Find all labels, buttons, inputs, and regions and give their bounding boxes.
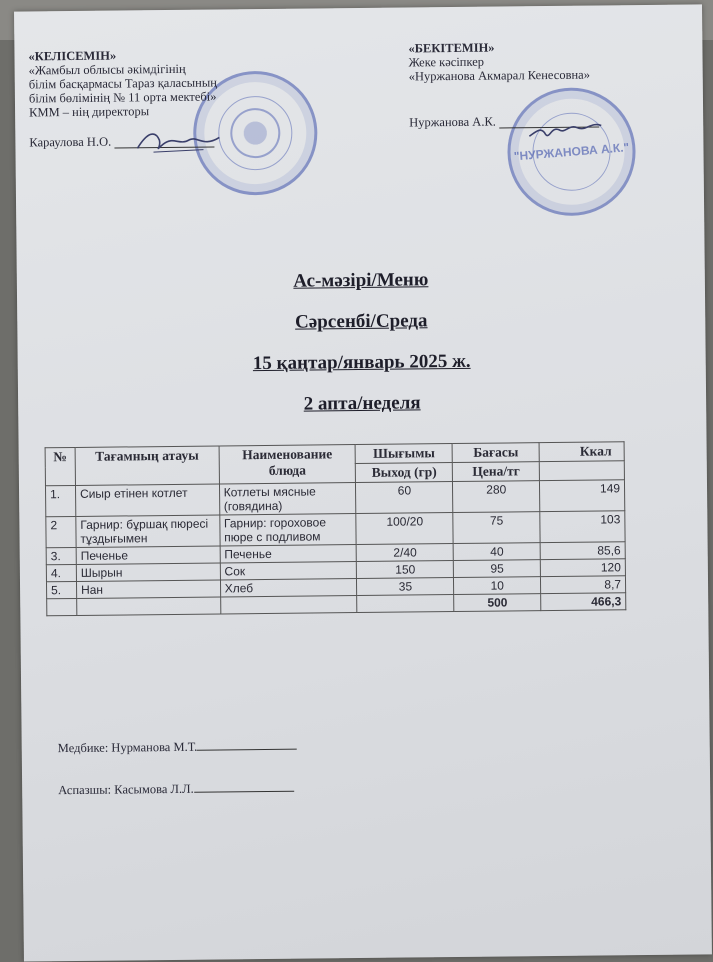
footer-cook bbox=[58, 781, 294, 798]
cell-price: 280 bbox=[453, 481, 540, 513]
header-price-kz: Бағасы bbox=[452, 443, 539, 463]
approval-left-line: КММ – нің директоры bbox=[29, 104, 150, 120]
cell-kcal: 85,6 bbox=[540, 542, 625, 560]
cook-label: Аспазшы: Касымова Л.Л. bbox=[58, 781, 194, 798]
header-empty bbox=[539, 461, 624, 481]
cell-num: 5. bbox=[46, 581, 76, 598]
cell-kcal: 120 bbox=[540, 559, 625, 577]
header-num: № bbox=[45, 447, 75, 485]
cell-num: 2 bbox=[46, 516, 76, 547]
cell-name-ru: Сок bbox=[220, 562, 357, 580]
cell-kcal: 149 bbox=[540, 480, 625, 512]
cell-name-kz: Шырын bbox=[76, 563, 220, 582]
approval-right-signer: Нуржанова А.К. bbox=[409, 114, 496, 130]
cell-yield: 100/20 bbox=[356, 513, 453, 545]
header-name-ru: Наименование блюда bbox=[219, 445, 356, 484]
cell-name-kz: Печенье bbox=[76, 546, 220, 565]
footer-medic bbox=[58, 739, 298, 757]
cell-yield: 60 bbox=[356, 482, 453, 514]
day-title: Сәрсенбі/Среда bbox=[294, 310, 428, 333]
cell-kcal: 8,7 bbox=[541, 576, 626, 594]
cell-name-kz: Нан bbox=[76, 580, 220, 599]
cell-price: 95 bbox=[454, 560, 541, 578]
approval-right-heading: «БЕКІТЕМІН» bbox=[408, 40, 495, 56]
cell-yield: 2/40 bbox=[357, 544, 454, 562]
header-yield-kz: Шығымы bbox=[356, 444, 453, 464]
stamp-text: "НУРЖАНОВА А.К." bbox=[513, 140, 630, 164]
cell-name-ru: Гарнир: гороховое пюре с подливом bbox=[219, 514, 356, 546]
signature-right-icon bbox=[525, 117, 605, 146]
total-kcal: 466,3 bbox=[541, 593, 626, 611]
cell-name-ru: Печенье bbox=[220, 545, 357, 563]
date-title: 15 қаңтар/январь 2025 ж. bbox=[252, 350, 471, 375]
header-price-ru: Цена/тг bbox=[453, 462, 540, 482]
cell-name-kz: Сиыр етінен котлет bbox=[75, 484, 219, 517]
approval-left-heading: «КЕЛІСЕМІН» bbox=[28, 48, 117, 64]
cell-name-ru: Хлеб bbox=[220, 579, 357, 597]
cell-kcal: 103 bbox=[540, 511, 625, 543]
cell-num: 1. bbox=[45, 485, 75, 516]
approval-right-line: Жеке кәсіпкер bbox=[408, 54, 485, 70]
state-emblem-icon bbox=[230, 108, 281, 159]
cell-yield: 150 bbox=[357, 561, 454, 579]
menu-table bbox=[45, 441, 627, 616]
signature-left-icon bbox=[133, 125, 223, 158]
approval-right-line: «Нуржанова Акмарал Кенесовна» bbox=[408, 67, 590, 84]
cell-price: 40 bbox=[453, 543, 540, 561]
cell-num: 4. bbox=[46, 564, 76, 581]
week-title: 2 апта/неделя bbox=[303, 392, 421, 415]
cell-name-kz: Гарнир: бұршақ пюресі тұздығымен bbox=[76, 515, 220, 548]
cell-name-ru: Котлеты мясные (говядина) bbox=[219, 483, 356, 515]
approval-left-signer: Караулова Н.О. bbox=[29, 134, 112, 150]
signature-line bbox=[197, 749, 297, 751]
cell-price: 75 bbox=[453, 512, 540, 544]
cell-num: 3. bbox=[46, 547, 76, 564]
header-yield-ru: Выход (гр) bbox=[356, 463, 453, 483]
header-name-kz: Тағамның атауы bbox=[75, 446, 219, 486]
approval-left-line: білім бөлімінің № 11 орта мектебі» bbox=[28, 89, 217, 106]
approval-left-line: «Жамбыл облысы әкімдігінің bbox=[28, 61, 186, 78]
cell-yield: 35 bbox=[357, 578, 454, 596]
approval-left-line: білім басқармасы Тараз қаласының bbox=[28, 75, 217, 92]
menu-title: Ас-мәзірі/Меню bbox=[293, 269, 429, 292]
medic-label: Медбике: Нурманова М.Т. bbox=[57, 739, 198, 756]
menu-document bbox=[14, 4, 712, 961]
approval-right bbox=[408, 39, 599, 129]
cell-price: 10 bbox=[454, 577, 541, 595]
signature-line bbox=[194, 791, 294, 793]
total-price: 500 bbox=[454, 594, 541, 612]
header-kcal: Ккал bbox=[539, 442, 624, 462]
